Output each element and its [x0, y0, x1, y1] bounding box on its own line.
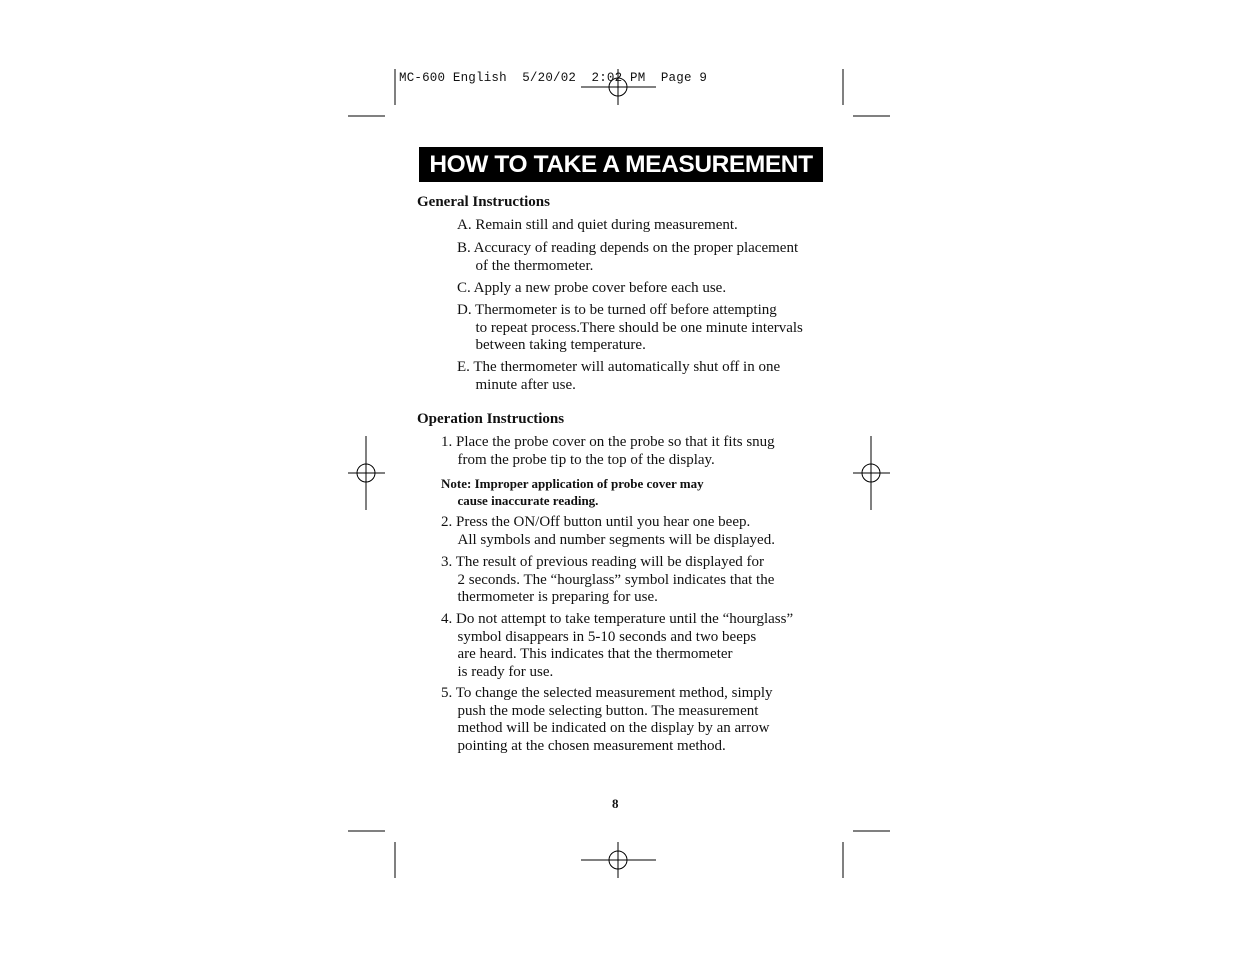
list-item: 1. Place the probe cover on the probe so that it fits snug from the probe tip to the top of the display. [441, 434, 775, 468]
list-item: E. The thermometer will automatically shut off in one minute after use. [457, 359, 781, 393]
print-slug-line: MC-600 English 5/20/02 2:02 PM Page 9 [399, 71, 708, 85]
page-number: 8 [612, 796, 619, 811]
list-item: C. Apply a new probe cover before each use. [457, 280, 727, 296]
page-title-bar [419, 147, 823, 182]
page-title: HOW TO TAKE A MEASUREMENT [429, 150, 813, 178]
crosshair-bottom [581, 842, 656, 878]
note: Note: Improper application of probe cover may cause inaccurate reading. [441, 476, 704, 508]
list-item: A. Remain still and quiet during measurement. [457, 217, 738, 233]
crosshair-left [348, 436, 385, 510]
list-item: D. Thermometer is to be turned off before attempting to repeat process.There should be one minute intervals between taking temperature. [457, 302, 803, 353]
general-instructions-heading: General Instructions [417, 194, 550, 210]
operation-instructions-heading: Operation Instructions [417, 411, 565, 427]
list-item: 4. Do not attempt to take temperature until the “hourglass” symbol disappears in 5-10 seconds and two beeps are heard. This indicates that the thermometer is ready for use. [441, 611, 794, 680]
list-item: 5. To change the selected measurement method, simply push the mode selecting button. The measurement method will be indicated on the display by an arrow pointing at the chosen measurement method. [441, 685, 773, 754]
list-item: 2. Press the ON/Off button until you hear one beep. All symbols and number segments will be displayed. [441, 514, 775, 548]
crosshair-right [853, 436, 890, 510]
list-item: B. Accuracy of reading depends on the proper placement of the thermometer. [457, 240, 799, 274]
list-item: 3. The result of previous reading will be displayed for 2 seconds. The “hourglass” symbol indicates that the thermometer is preparing for use. [441, 554, 775, 605]
